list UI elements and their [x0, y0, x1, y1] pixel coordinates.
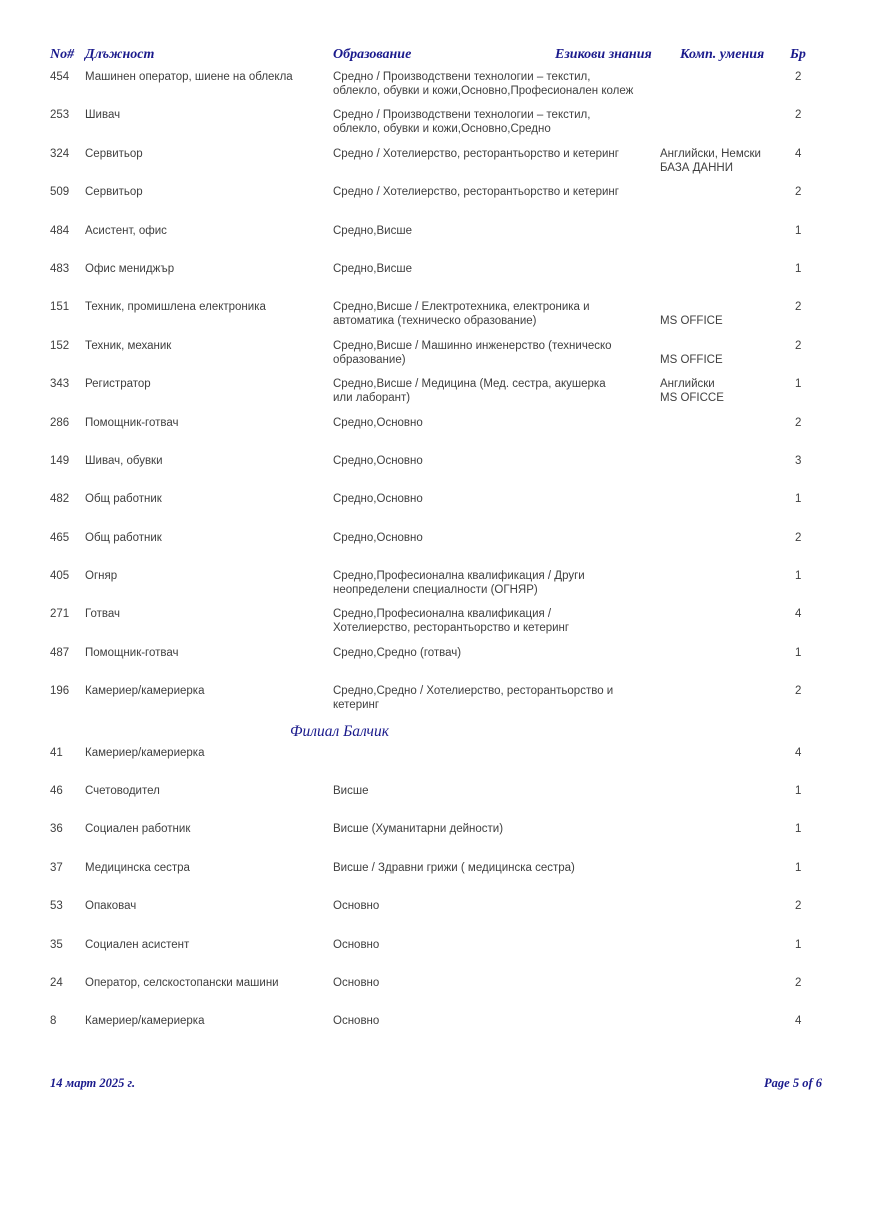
skills-cell: [660, 377, 785, 405]
position-cell: Камериер/камериерка: [85, 746, 205, 759]
cell-line: Висше (Хуманитарни дейности): [333, 823, 504, 836]
count-cell: 1: [795, 378, 802, 391]
education-cell: [333, 70, 660, 98]
cell-line: Средно,Професионална квалификация /: [333, 608, 552, 621]
cell-line: Висше / Здравни грижи ( медицинска сестра): [333, 861, 575, 874]
education-cell: [333, 938, 660, 952]
row-number-cell: 484: [50, 224, 70, 237]
position-cell: Помощник-готвач: [85, 416, 179, 429]
cell-line: Средно,Висше / Електротехника, електроника и: [333, 301, 590, 314]
page-footer: [50, 1076, 822, 1091]
cell-line: Средно,Средно (готвач): [333, 646, 462, 659]
education-cell: [333, 416, 660, 430]
row-number-cell: 482: [50, 493, 70, 506]
count-cell: 2: [795, 109, 802, 122]
cell-line: Средно / Хотелиерство, ресторантьорство и кетеринг: [333, 147, 619, 160]
position-cell: Социален асистент: [85, 938, 190, 951]
cell-line: Средно,Основно: [333, 416, 423, 429]
table-row: [50, 746, 822, 784]
cell-line: Висше: [333, 785, 369, 798]
column-header-position: Длъжност: [85, 47, 155, 62]
position-cell: Камериер/камериерка: [85, 685, 205, 698]
table-row: [50, 861, 822, 899]
section-header: Филиал Балчик: [290, 722, 389, 740]
column-header-no: No#: [50, 47, 75, 62]
cell-line: БАЗА ДАННИ: [660, 161, 733, 174]
count-cell: 1: [795, 938, 802, 951]
table-row: [50, 339, 822, 377]
count-cell: 1: [795, 823, 802, 836]
education-cell: [333, 108, 660, 136]
education-cell: [333, 492, 660, 506]
cell-line: Основно: [333, 976, 380, 989]
cell-line: Основно: [333, 938, 380, 951]
row-number-cell: 253: [50, 109, 70, 122]
count-cell: 2: [795, 685, 802, 698]
count-cell: 2: [795, 186, 802, 199]
cell-line: Средно / Производствени технологии – текстил,: [333, 109, 591, 122]
position-cell: Медицинска сестра: [85, 861, 190, 874]
table-row: [50, 822, 822, 860]
cell-line: MS OFFICE: [660, 315, 723, 328]
cell-line: автоматика (техническо образование): [333, 315, 537, 328]
position-cell: Оператор, селскостопански машини: [85, 976, 279, 989]
education-cell: [333, 531, 660, 545]
table-row: [50, 108, 822, 146]
skills-cell: [660, 147, 785, 175]
table-row: [50, 224, 822, 262]
count-cell: 2: [795, 531, 802, 544]
table-row: [50, 454, 822, 492]
position-cell: Огняр: [85, 570, 118, 583]
count-cell: 4: [795, 1015, 802, 1028]
table-body: [50, 70, 822, 1053]
footer-page-number: Page 5 of 6: [764, 1076, 822, 1090]
position-cell: Общ работник: [85, 531, 162, 544]
count-cell: 1: [795, 785, 802, 798]
cell-line: облекло, обувки и кожи,Основно,Средно: [333, 123, 551, 136]
cell-line: Средно,Висше: [333, 224, 412, 237]
table-row: [50, 416, 822, 454]
position-cell: Готвач: [85, 608, 120, 621]
position-cell: Общ работник: [85, 493, 162, 506]
table-row: [50, 492, 822, 530]
position-cell: Шивач, обувки: [85, 454, 163, 467]
table-row: [50, 70, 822, 108]
cell-line: Средно,Висше / Машинно инженерство (техническо: [333, 339, 612, 352]
table-row: [50, 899, 822, 937]
count-cell: 3: [795, 454, 802, 467]
education-cell: [333, 1014, 660, 1028]
position-cell: Техник, промишлена електроника: [85, 301, 266, 314]
row-number-cell: 509: [50, 186, 70, 199]
row-number-cell: 271: [50, 608, 70, 621]
row-number-cell: 46: [50, 785, 63, 798]
position-cell: Сервитьор: [85, 186, 143, 199]
education-cell: [333, 300, 660, 328]
row-number-cell: 286: [50, 416, 70, 429]
education-cell: [333, 339, 660, 367]
column-header-computer-skills: Комп. умения: [680, 47, 765, 62]
count-cell: 4: [795, 608, 802, 621]
count-cell: 2: [795, 900, 802, 913]
position-cell: Опаковач: [85, 900, 137, 913]
education-cell: [333, 899, 660, 913]
table-row: [50, 607, 822, 645]
table-row: [50, 262, 822, 300]
count-cell: 1: [795, 493, 802, 506]
row-number-cell: 8: [50, 1015, 57, 1028]
count-cell: 2: [795, 416, 802, 429]
cell-line: Средно / Производствени технологии – текстил,: [333, 71, 591, 83]
position-cell: Счетоводител: [85, 785, 160, 798]
table-row: [50, 185, 822, 223]
position-cell: Сервитьор: [85, 147, 143, 160]
education-cell: [333, 784, 660, 798]
table-row: [50, 1014, 822, 1052]
count-cell: 1: [795, 861, 802, 874]
education-cell: [333, 147, 660, 161]
cell-line: Средно,Висше / Медицина (Мед. сестра, акушерка: [333, 378, 606, 391]
cell-line: Средно,Основно: [333, 454, 423, 467]
education-cell: [333, 569, 660, 597]
cell-line: неопределени специалности (ОГНЯР): [333, 584, 538, 597]
position-cell: Камериер/камериерка: [85, 1015, 205, 1028]
position-cell: Регистратор: [85, 378, 151, 391]
row-number-cell: 151: [50, 301, 70, 314]
count-cell: 2: [795, 301, 802, 314]
cell-line: [660, 300, 777, 314]
table-row: [50, 377, 822, 415]
count-cell: 1: [795, 224, 802, 237]
column-header-languages: Езикови знания: [555, 47, 652, 62]
cell-line: Хотелиерство, ресторантьорство и кетеринг: [333, 622, 570, 635]
count-cell: 4: [795, 746, 802, 759]
row-number-cell: 37: [50, 861, 63, 874]
cell-line: или лаборант): [333, 392, 411, 405]
table-row: [50, 569, 822, 607]
education-cell: [333, 976, 660, 990]
column-header-count: Бр: [790, 47, 806, 62]
education-cell: [333, 684, 660, 712]
education-cell: [333, 861, 660, 875]
table-row: [50, 684, 822, 722]
education-cell: [333, 646, 660, 660]
cell-line: Английски, Немски: [660, 147, 761, 160]
row-number-cell: 405: [50, 570, 70, 583]
row-number-cell: 53: [50, 900, 63, 913]
education-cell: [333, 224, 660, 238]
count-cell: 1: [795, 646, 802, 659]
row-number-cell: 487: [50, 646, 70, 659]
row-number-cell: 324: [50, 147, 70, 160]
cell-line: Средно,Висше: [333, 262, 412, 275]
count-cell: 1: [795, 262, 802, 275]
row-number-cell: 152: [50, 339, 70, 352]
table-row: [50, 147, 822, 185]
cell-line: Средно,Средно / Хотелиерство, ресторантьорство и: [333, 685, 614, 698]
position-cell: Социален работник: [85, 823, 191, 836]
cell-line: облекло, обувки и кожи,Основно,Професионален колеж: [333, 85, 634, 97]
table-row: [50, 784, 822, 822]
count-cell: 2: [795, 71, 802, 83]
table-row: [50, 938, 822, 976]
row-number-cell: 24: [50, 976, 63, 989]
cell-line: образование): [333, 353, 406, 366]
table-header-row: [50, 46, 822, 63]
row-number-cell: 196: [50, 685, 70, 698]
education-cell: [333, 185, 660, 199]
row-number-cell: 454: [50, 71, 70, 83]
table-row: [50, 531, 822, 569]
column-header-education: Образование: [333, 47, 412, 62]
position-cell: Машинен оператор, шиене на облекла: [85, 71, 293, 83]
cell-line: Средно,Професионална квалификация / Други: [333, 570, 585, 583]
count-cell: 4: [795, 147, 802, 160]
education-cell: [333, 607, 660, 635]
table-row: [50, 646, 822, 684]
cell-line: Английски: [660, 378, 715, 391]
position-cell: Шивач: [85, 109, 121, 122]
count-cell: 2: [795, 976, 802, 989]
cell-line: Средно,Основно: [333, 531, 423, 544]
position-cell: Офис мениджър: [85, 262, 175, 275]
cell-line: Средно,Основно: [333, 493, 423, 506]
education-cell: [333, 454, 660, 468]
cell-line: кетеринг: [333, 699, 380, 712]
row-number-cell: 343: [50, 378, 70, 391]
skills-cell: [660, 300, 785, 328]
position-cell: Техник, механик: [85, 339, 172, 352]
cell-line: MS OFFICE: [660, 353, 723, 366]
table-row: [50, 976, 822, 1014]
education-cell: [333, 822, 660, 836]
row-number-cell: 36: [50, 823, 63, 836]
cell-line: [660, 339, 777, 353]
cell-line: Основно: [333, 1015, 380, 1028]
row-number-cell: 483: [50, 262, 70, 275]
position-cell: Помощник-готвач: [85, 646, 179, 659]
table-row: [50, 300, 822, 338]
footer-date: 14 март 2025 г.: [50, 1076, 136, 1090]
row-number-cell: 465: [50, 531, 70, 544]
skills-cell: [660, 339, 785, 367]
row-number-cell: 35: [50, 938, 63, 951]
cell-line: Средно / Хотелиерство, ресторантьорство и кетеринг: [333, 186, 619, 199]
count-cell: 2: [795, 339, 802, 352]
position-cell: Асистент, офис: [85, 224, 167, 237]
education-cell: [333, 262, 660, 276]
row-number-cell: 149: [50, 454, 70, 467]
cell-line: Основно: [333, 900, 380, 913]
count-cell: 1: [795, 570, 802, 583]
cell-line: MS OFICCE: [660, 392, 724, 405]
row-number-cell: 41: [50, 746, 63, 759]
education-cell: [333, 377, 660, 405]
